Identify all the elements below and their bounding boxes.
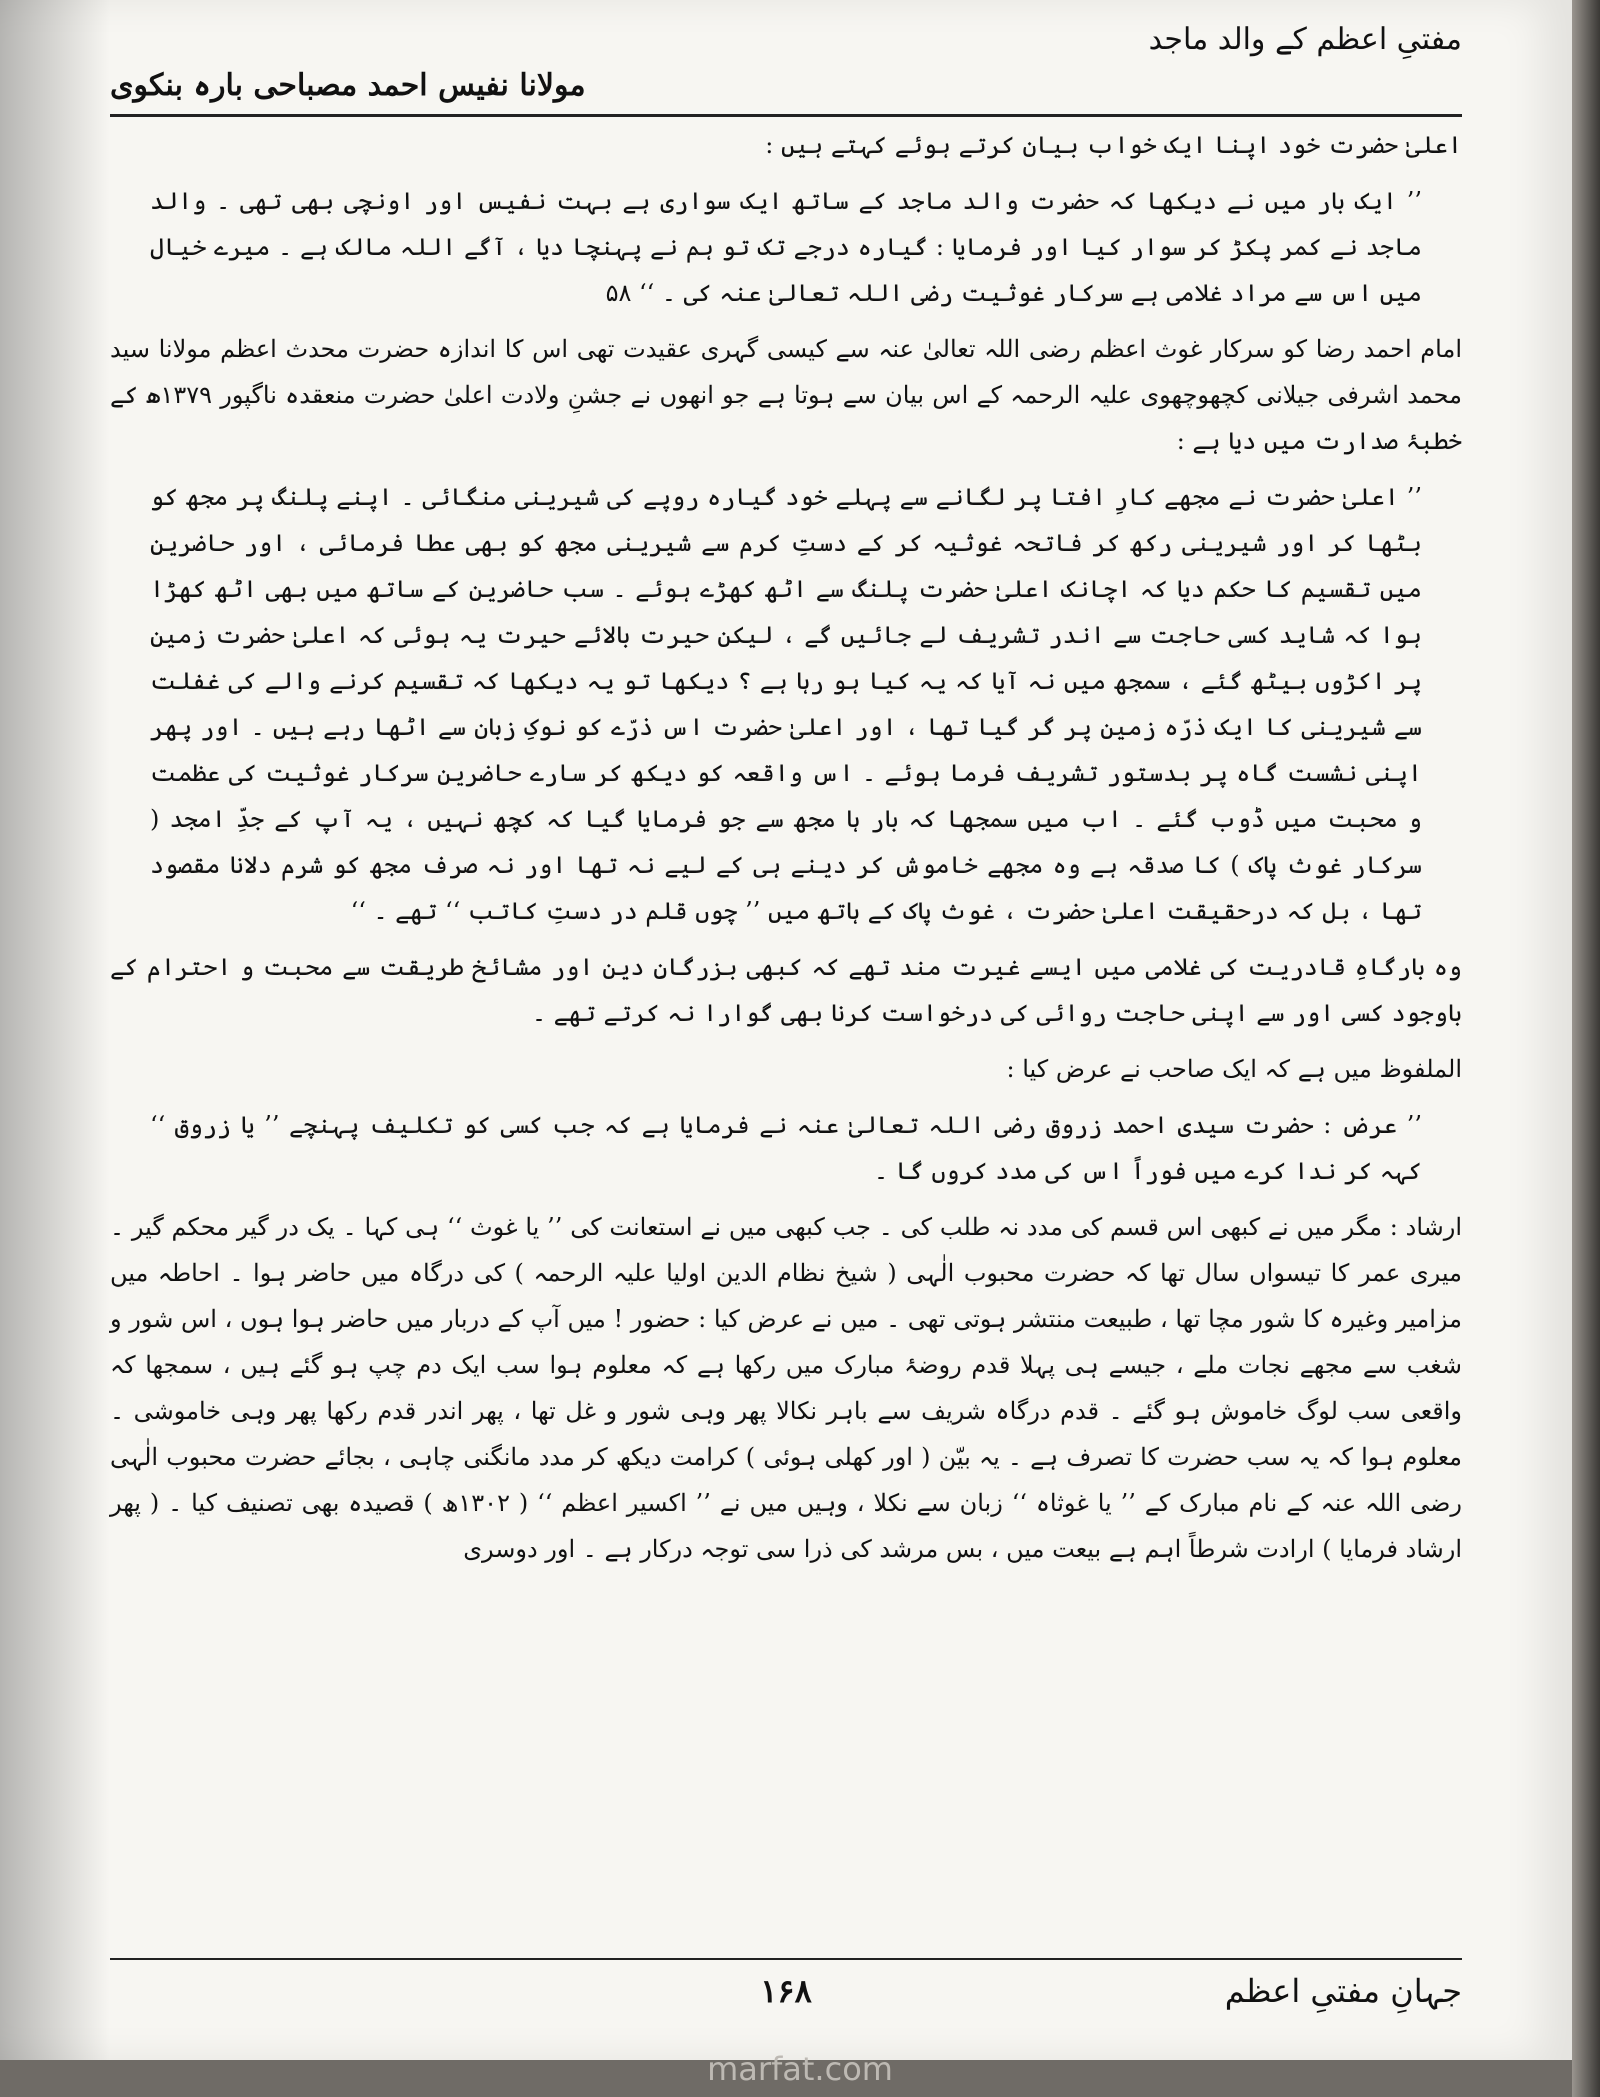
running-title: مفتیِ اعظم کے والد ماجد bbox=[1148, 22, 1462, 57]
quote-arz: ’’ عرض : حضرت سیدی احمد زروق رضی اللہ تعالیٰ عنہ نے فرمایا ہے کہ جب کسی کو تکلیف پہنچے ’’ یا زروق ‘‘ کہہ کر ندا کرے میں فوراً اس کی مدد کروں گا ۔ bbox=[150, 1111, 1422, 1185]
header-rule bbox=[110, 114, 1462, 117]
paragraph-devotion: امام احمد رضا کو سرکار غوث اعظم رضی اللہ تعالیٰ عنہ سے کیسی گہری عقیدت تھی اس کا اندازہ حضرت محدث اعظم مولانا سید محمد اشرفی جیلانی کچھوچھوی علیہ الرحمہ کے اس بیان سے ہوتا ہے جو انھوں نے جشنِ ولادت اعلیٰ حضرت منعقدہ ناگپور ۱۳۷۹ھ کے خطبۂ صدارت میں دیا ہے : bbox=[110, 335, 1462, 455]
watermark: marfat.com bbox=[707, 2050, 893, 2088]
paragraph-ghairat: وہ بارگاہِ قادریت کی غلامی میں ایسے غیرت مند تھے کہ کبھی بزرگانِ دین اور مشائخ طریقت سے محبت و احترام کے باوجود کسی اور سے اپنی حاجت روائی کی درخواست کرنا بھی گوارا نہ کرتے تھے ۔ bbox=[110, 953, 1462, 1027]
page-number: ۱۶۸ bbox=[760, 1972, 812, 2010]
page-gutter-shadow bbox=[0, 0, 110, 2060]
quote-dream: ’’ ایک بار میں نے دیکھا کہ حضرت والد ماجد کے ساتھ ایک سواری ہے بہت نفیس اور اونچی بھی تھی ۔ والد ماجد نے کمر پکڑ کر سوار کیا اور فرمایا : گیارہ درجے تک تو ہم نے پہنچا دیا ، آگے اللہ مالک ہے ۔ میرے خیال میں اس سے مراد غلامی ہے سرکار غوثیت رضی اللہ تعالیٰ عنہ کی ۔ ‘‘ ۵۸ bbox=[150, 187, 1422, 307]
author-name: مولانا نفیس احمد مصباحی بارہ بنکوی bbox=[110, 68, 586, 103]
book-edge bbox=[1572, 0, 1600, 2097]
paragraph-irshad: ارشاد : مگر میں نے کبھی اس قسم کی مدد نہ طلب کی ۔ جب کبھی میں نے استعانت کی ’’ یا غوث ‘‘ ہی کہا ۔ یک در گیر محکم گیر ۔ میری عمر کا تیسواں سال تھا کہ حضرت محبوب الٰہی ( شیخ نظام الدین اولیا علیہ الرحمہ ) کی درگاہ میں حاضر ہوا ۔ احاطہ میں مزامیر وغیرہ کا شور مچا تھا ، طبیعت منتشر ہوتی تھی ۔ میں نے عرض کیا : حضور ! میں آپ کے دربار میں حاضر ہوا ہوں ، اس شور و شغب سے مجھے نجات ملے ، جیسے ہی پہلا قدم روضۂ مبارک میں رکھا ہے کہ معلوم ہوا سب ایک دم چپ ہو گئے ہیں ، سمجھا کہ واقعی سب لوگ خاموش ہو گئے ۔ قدم درگاہ شریف سے باہر نکالا پھر وہی شور و غل تھا ، پھر اندر قدم رکھا پھر وہی خاموشی ۔ معلوم ہوا کہ یہ سب حضرت کا تصرف ہے ۔ یہ بیّن ( اور کھلی ہوئی ) کرامت دیکھ کر مدد مانگنی چاہی ، بجائے حضرت محبوب الٰہی رضی اللہ عنہ کے نام مبارک کے ’’ یا غوثاہ ‘‘ زبان سے نکلا ، وہیں میں نے ’’ اکسیر اعظم ‘‘ ( ۱۳۰۲ھ ) قصیدہ بھی تصنیف کیا ۔ ( پھر ارشاد فرمایا ) ارادت شرطاً اہم ہے بیعت میں ، بس مرشد کی ذرا سی توجہ درکار ہے ۔ اور دوسری bbox=[110, 1213, 1463, 1563]
footer-rule bbox=[110, 1958, 1462, 1960]
page-body bbox=[110, 122, 1462, 1942]
paragraph-malfooz: الملفوظ میں ہے کہ ایک صاحب نے عرض کیا : bbox=[1006, 1055, 1462, 1083]
quote-sweets: ’’ اعلیٰ حضرت نے مجھے کارِ افتا پر لگانے سے پہلے خود گیارہ روپے کی شیرینی منگائی ۔ اپنے پلنگ پر مجھ کو بٹھا کر اور شیرینی رکھ کر فاتحہ غوثیہ کر کے دستِ کرم سے شیرینی مجھ کو بھی عطا فرمائی ، اور حاضرین میں تقسیم کا حکم دیا کہ اچانک اعلیٰ حضرت پلنگ سے اٹھ کھڑے ہوئے ۔ سب حاضرین کے ساتھ میں بھی اٹھ کھڑا ہوا کہ شاید کسی حاجت سے اندر تشریف لے جائیں گے ، لیکن حیرت بالائے حیرت یہ ہوئی کہ اعلیٰ حضرت زمین پر اکڑوں بیٹھ گئے ، سمجھ میں نہ آیا کہ یہ کیا ہو رہا ہے ؟ دیکھا تو یہ دیکھا کہ تقسیم کرنے والے کی غفلت سے شیرینی کا ایک ذرّہ زمین پر گر گیا تھا ، اور اعلیٰ حضرت اس ذرّے کو نوکِ زبان سے اٹھا رہے ہیں ۔ اور پھر اپنی نشست گاہ پر بدستور تشریف فرما ہوئے ۔ اس واقعہ کو دیکھ کر سارے حاضرین سرکار غوثیت کی عظمت و محبت میں ڈوب گئے ۔ اب میں سمجھا کہ بار ہا مجھ سے جو فرمایا گیا کہ کچھ نہیں ، یہ آپ کے جدِّ امجد ( سرکار غوث پاک ) کا صدقہ ہے وہ مجھے خاموش کر دینے ہی کے لیے نہ تھا اور نہ صرف مجھ کو شرم دلانا مقصود تھا ، بل کہ درحقیقت اعلیٰ حضرت ، غوث پاک کے ہاتھ میں ’’ چوں قلم در دستِ کاتب ‘‘ تھے ۔ ‘‘ bbox=[150, 483, 1422, 925]
paragraph-intro: اعلیٰ حضرت خود اپنا ایک خواب بیان کرتے ہوئے کہتے ہیں : bbox=[765, 131, 1462, 159]
book-title: جہانِ مفتیِ اعظم bbox=[1224, 1972, 1462, 2010]
page-footer bbox=[110, 1958, 1462, 2038]
page-header bbox=[110, 22, 1462, 114]
